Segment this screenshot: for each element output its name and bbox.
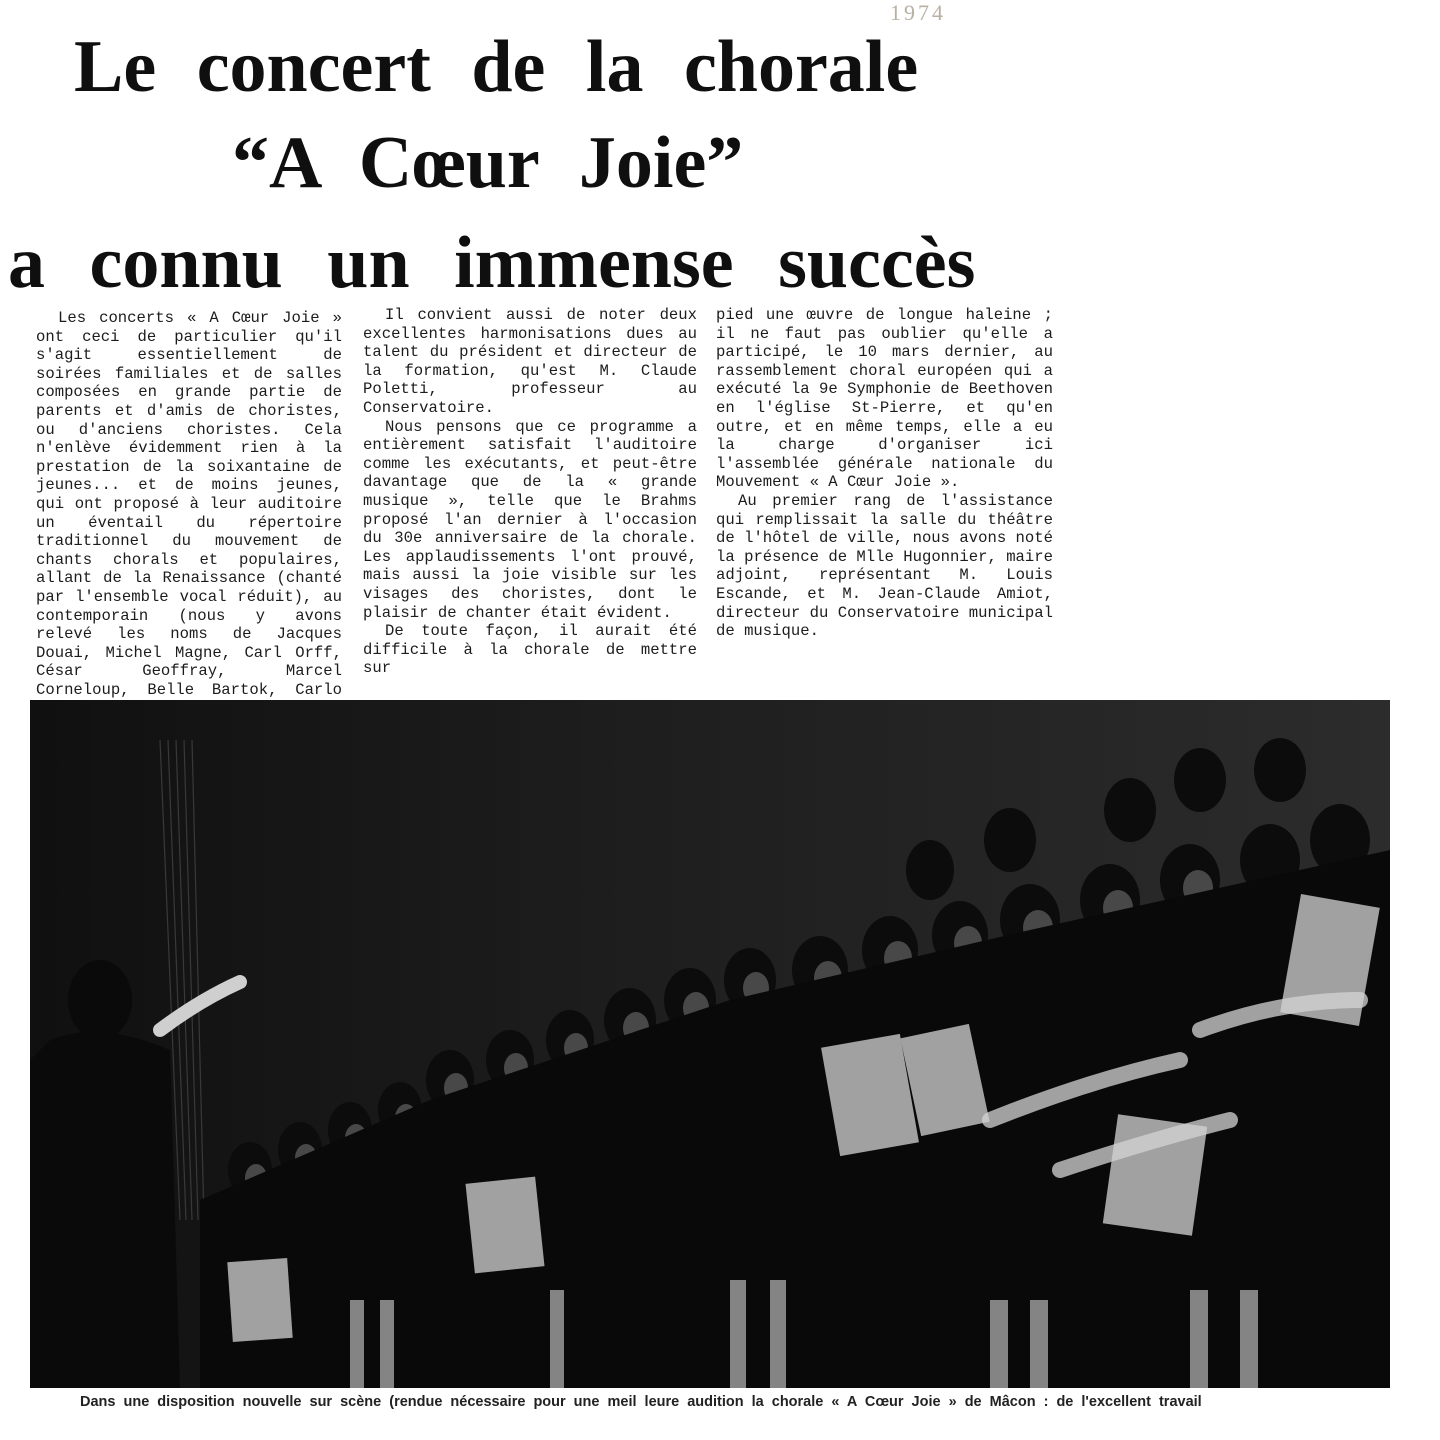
article-paragraph: De toute façon, il aurait été difficile à la chorale de mettre sur <box>363 622 697 678</box>
article-paragraph: Nous pensons que ce programme a entièrement satisfait l'auditoire comme les exécutants, et peut-être davantage que de la « grande musique », telle que le Brahms proposé l'an dernier à l'occasion du 30e anniversaire de la chorale. Les applaudissements l'ont prouvé, mais aussi la joie visible sur les visages des choristes, dont le plaisir de chanter était évident. <box>363 417 697 622</box>
choir-photograph <box>30 700 1390 1388</box>
article-paragraph: Au premier rang de l'assistance qui remplissait la salle du théâtre de l'hôtel de ville, nous avons noté la présence de Mlle Hugonnier, maire adjoint, représentant M. Louis Escande, et M. Jean-Claude Amiot, directeur du Conservatoire municipal de musique. <box>716 491 1053 641</box>
article-column-1 <box>36 309 342 718</box>
article-paragraph: pied une œuvre de longue haleine ; il ne faut pas oublier qu'elle a participé, le 10 mars dernier, au rassemblement choral européen qui a exécuté la 9e Symphonie de Beethoven en l'église St-Pierre, et qu'en outre, et en même temps, elle a eu la charge d'organiser ici l'assemblée générale nationale du Mouvement « A Cœur Joie ». <box>716 306 1053 492</box>
headline-line-1: Le concert de la chorale <box>74 26 919 108</box>
handwritten-year-annotation: 1974 <box>890 0 946 25</box>
photo-caption: Dans une disposition nouvelle sur scène (rendue nécessaire pour une meil leure audition la chorale « A Cœur Joie » de Mâcon : de l'excellent travail <box>80 1394 1202 1410</box>
article-column-2 <box>363 306 697 678</box>
headline-line-3: a connu un immense succès <box>8 222 976 304</box>
article-paragraph: Les concerts « A Cœur Joie » ont ceci de particulier qu'il s'agit essentiellement de soirées familiales et de salles composées en grande partie de parents et d'amis de choristes, ou d'anciens choristes. Cela n'enlève évidemment rien à la prestation de la soixantaine de jeunes... et de moins jeunes, qui ont proposé à leur auditoire un éventail du répertoire traditionnel du mouvement de chants chorals et populaires, allant de la Renaissance (chanté par l'ensemble vocal réduit), au contemporain (nous y avons relevé les noms de Jacques Douai, Michel Magne, Carl Orff, César Geoffray, Marcel Corneloup, Belle Bartok, Carlo <box>36 309 342 699</box>
article-paragraph: Il convient aussi de noter deux excellentes harmonisations dues au talent du président et directeur de la formation, qu'est M. Claude Poletti, professeur au Conservatoire. <box>363 306 697 417</box>
headline-line-2: “A Cœur Joie” <box>232 122 744 204</box>
choir-photo-illustration <box>30 700 1390 1388</box>
article-column-3 <box>716 306 1053 641</box>
